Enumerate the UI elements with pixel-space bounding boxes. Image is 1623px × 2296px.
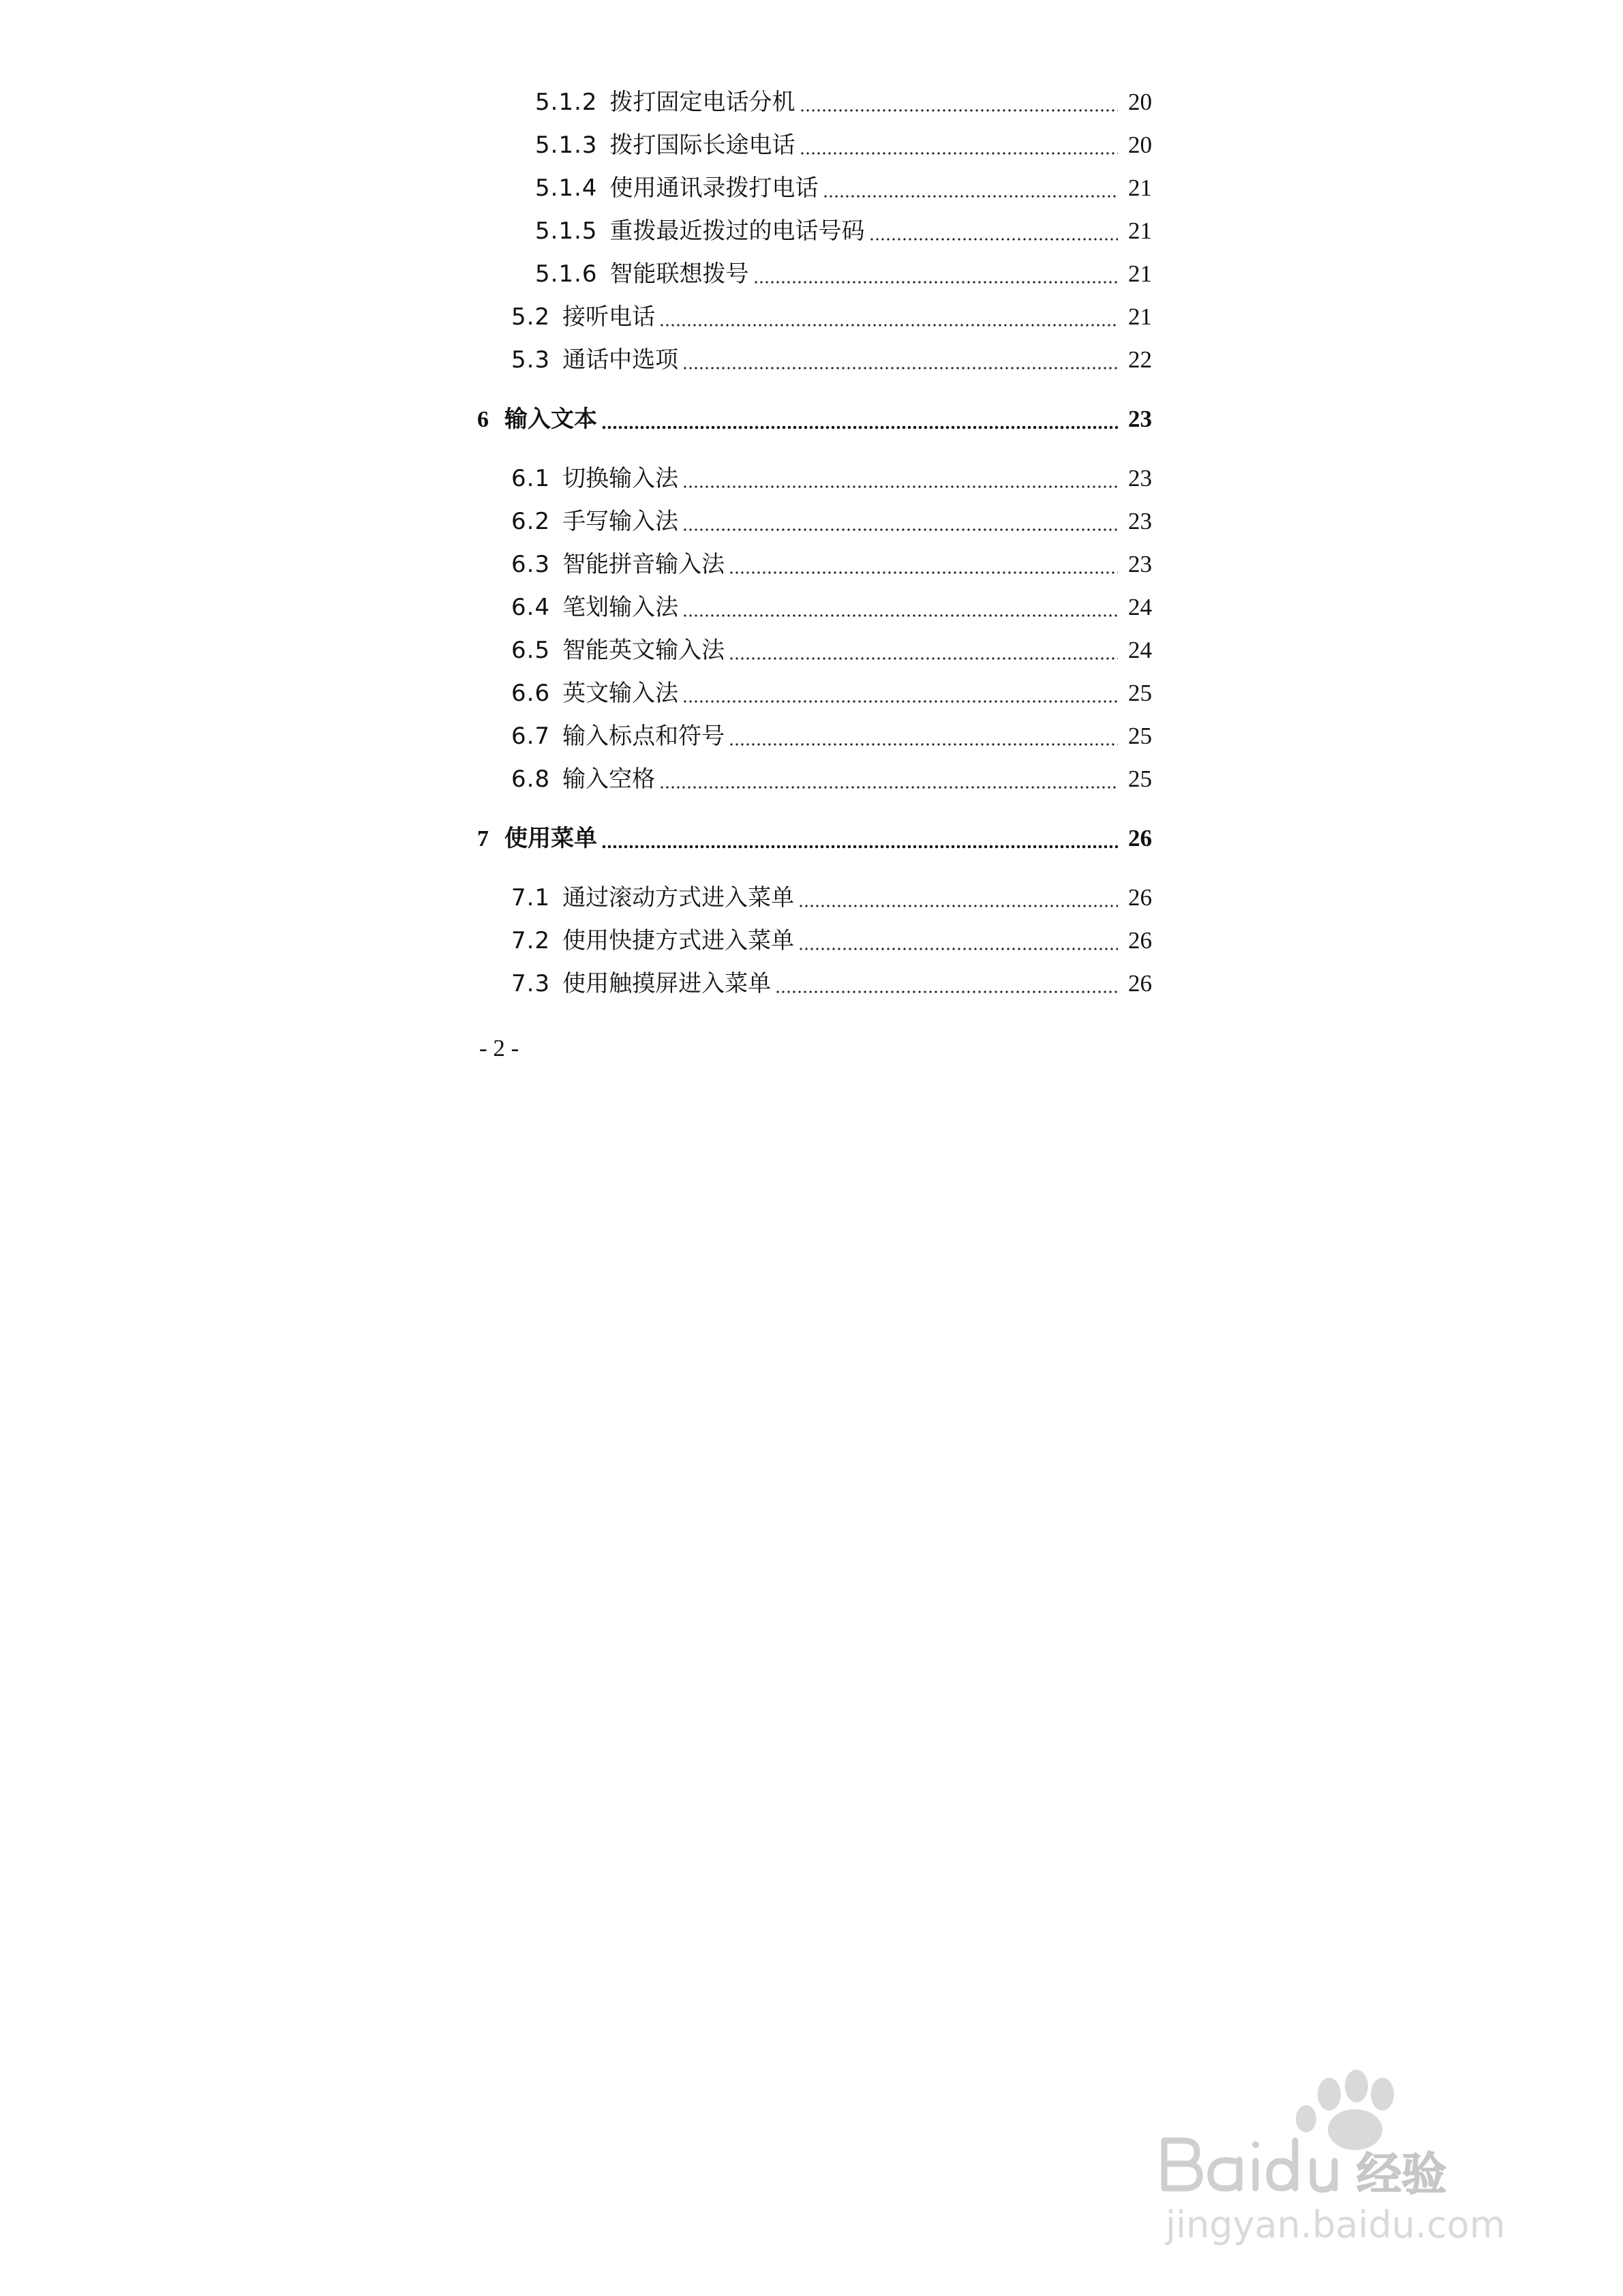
toc-entry-page: 20 [1128, 89, 1152, 115]
toc-entry-page: 22 [1128, 346, 1152, 373]
toc-entry-title: 重拨最近拨过的电话号码 [609, 217, 865, 245]
toc-entry-title: 使用通讯录拨打电话 [609, 175, 819, 202]
toc-entry[interactable] [477, 919, 1152, 962]
toc-entry-page: 21 [1128, 175, 1152, 201]
toc-entry-page: 21 [1128, 217, 1152, 244]
toc-dot-leader [682, 680, 1118, 707]
toc-dot-leader [601, 406, 1118, 433]
toc-entry[interactable] [477, 80, 1152, 123]
toc-entry-title: 笔划输入法 [562, 594, 679, 621]
toc-entry-title: 智能英文输入法 [562, 637, 725, 664]
toc-entry-page: 25 [1128, 680, 1152, 706]
toc-entry-number: 6.6 [511, 680, 551, 707]
toc-entry-page: 26 [1128, 970, 1152, 997]
toc-entry-number: 7.2 [511, 927, 551, 954]
toc-entry-number: 5.1.6 [535, 260, 598, 288]
toc-entry-page: 26 [1128, 825, 1152, 851]
toc-entry-title: 使用菜单 [504, 826, 597, 851]
toc-entry-title: 接听电话 [562, 303, 656, 331]
toc-chapter-entry[interactable] [477, 817, 1152, 860]
baidu-jingyan-watermark [1152, 2059, 1534, 2256]
toc-entry[interactable] [477, 123, 1152, 166]
toc-entry[interactable] [477, 338, 1152, 381]
toc-entry-number: 6 [477, 407, 489, 432]
toc-entry-title: 输入空格 [562, 766, 656, 793]
toc-entry-number: 6.2 [511, 508, 551, 535]
toc-dot-leader [682, 465, 1118, 492]
toc-entry-number: 6.3 [511, 551, 551, 578]
toc-dot-leader [659, 766, 1118, 793]
toc-entry-number: 6.1 [511, 465, 551, 492]
toc-entry-title: 智能拼音输入法 [562, 551, 725, 578]
toc-entry[interactable] [477, 757, 1152, 800]
toc-entry-page: 25 [1128, 723, 1152, 749]
toc-entry-page: 25 [1128, 766, 1152, 792]
watermark-chinese-text: 经验 [1356, 2148, 1446, 2201]
toc-entry-page: 23 [1128, 508, 1152, 534]
page-number: - 2 - [479, 1035, 519, 1061]
toc-entry-title: 输入文本 [504, 407, 597, 432]
toc-entry[interactable] [477, 543, 1152, 586]
toc-entry-title: 智能联想拨号 [609, 260, 749, 288]
toc-entry[interactable] [477, 714, 1152, 757]
toc-entry-title: 使用快捷方式进入菜单 [562, 927, 795, 954]
toc-entry-page: 24 [1128, 637, 1152, 663]
watermark-url-text: jingyan.baidu.com [1166, 2203, 1506, 2246]
paw-logo-icon [1296, 2070, 1394, 2150]
toc-entry-number: 6.5 [511, 637, 551, 664]
toc-entry-title: 手写输入法 [562, 508, 679, 535]
toc-entry-page: 20 [1128, 132, 1152, 158]
toc-dot-leader [659, 303, 1118, 331]
table-of-contents [477, 80, 1152, 1005]
toc-entry[interactable] [477, 962, 1152, 1005]
toc-entry[interactable] [477, 295, 1152, 338]
toc-entry-number: 5.1.4 [535, 175, 598, 202]
toc-dot-leader [823, 175, 1118, 202]
toc-entry[interactable] [477, 209, 1152, 252]
toc-entry-number: 5.1.2 [535, 89, 598, 116]
toc-entry-title: 使用触摸屏进入菜单 [562, 970, 772, 997]
toc-entry-number: 5.1.5 [535, 217, 598, 245]
toc-entry-number: 6.4 [511, 594, 551, 621]
toc-dot-leader [798, 884, 1118, 911]
toc-dot-leader [800, 132, 1118, 159]
toc-entry-title: 通过滚动方式进入菜单 [562, 884, 795, 911]
toc-entry[interactable] [477, 629, 1152, 671]
toc-entry-number: 6.7 [511, 723, 551, 750]
toc-entry-number: 7.1 [511, 884, 551, 911]
toc-entry-page: 23 [1128, 465, 1152, 492]
toc-dot-leader [775, 970, 1118, 997]
toc-dot-leader [798, 927, 1118, 954]
toc-entry-page: 23 [1128, 406, 1152, 432]
toc-dot-leader [729, 551, 1118, 578]
toc-dot-leader [601, 825, 1118, 852]
toc-entry[interactable] [477, 671, 1152, 714]
toc-entry[interactable] [477, 586, 1152, 629]
toc-entry[interactable] [477, 876, 1152, 919]
toc-entry-title: 英文输入法 [562, 680, 679, 707]
toc-entry-page: 21 [1128, 260, 1152, 287]
toc-dot-leader [729, 723, 1118, 750]
toc-entry-title: 拨打固定电话分机 [609, 89, 795, 116]
toc-entry-page: 23 [1128, 551, 1152, 577]
toc-entry-title: 切换输入法 [562, 465, 679, 492]
toc-entry-title: 输入标点和符号 [562, 723, 725, 750]
toc-entry-number: 7 [477, 826, 489, 851]
toc-entry-number: 5.2 [511, 303, 551, 331]
toc-dot-leader [753, 260, 1118, 288]
toc-dot-leader [682, 594, 1118, 621]
toc-entry-number: 5.1.3 [535, 132, 598, 159]
toc-entry-page: 26 [1128, 927, 1152, 954]
toc-dot-leader [682, 346, 1118, 374]
toc-entry-page: 26 [1128, 884, 1152, 911]
toc-dot-leader [682, 508, 1118, 535]
toc-entry-number: 6.8 [511, 766, 551, 793]
toc-dot-leader [800, 89, 1118, 116]
toc-entry-page: 21 [1128, 303, 1152, 330]
toc-entry-title: 拨打国际长途电话 [609, 132, 795, 159]
toc-entry-title: 通话中选项 [562, 346, 679, 374]
toc-chapter-entry[interactable] [477, 397, 1152, 440]
toc-entry[interactable] [477, 457, 1152, 500]
toc-dot-leader [729, 637, 1118, 664]
toc-entry[interactable] [477, 252, 1152, 295]
toc-entry-page: 24 [1128, 594, 1152, 620]
toc-entry[interactable] [477, 166, 1152, 209]
toc-dot-leader [869, 217, 1118, 245]
toc-entry-number: 5.3 [511, 346, 551, 374]
toc-entry[interactable] [477, 500, 1152, 543]
toc-entry-number: 7.3 [511, 970, 551, 997]
